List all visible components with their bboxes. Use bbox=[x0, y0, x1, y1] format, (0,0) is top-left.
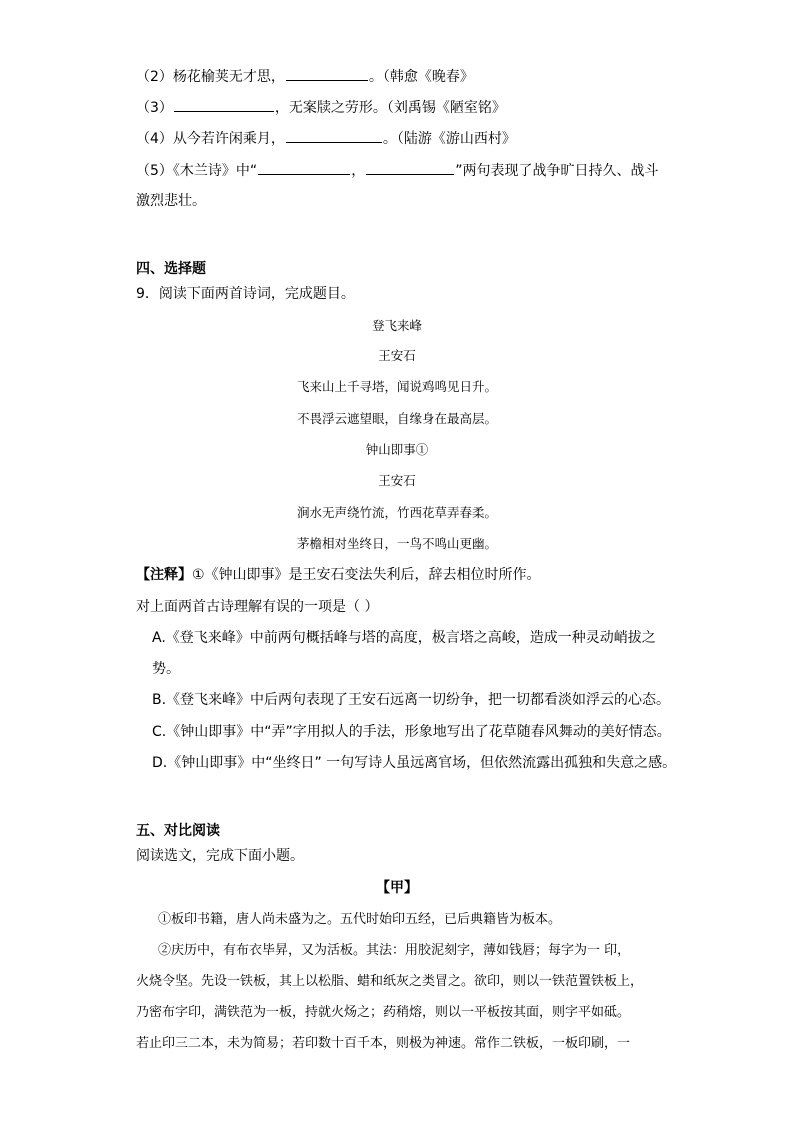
question-text: ”两句表现了战争旷日持久、战斗 bbox=[455, 163, 659, 179]
section-heading: 五、对比阅读 bbox=[136, 823, 220, 839]
question-number: （5） bbox=[136, 163, 173, 179]
option-a[interactable]: A.《登飞来峰》中前两句概括峰与塔的高度，极言塔之高峻，造成一种灵动峭拔之 bbox=[152, 630, 656, 646]
section-intro: 阅读选文，完成下面小题。 bbox=[136, 848, 304, 864]
passage-paragraph: ①板印书籍，唐人尚未盛为之。五代时始印五经，已后典籍皆为板本。 bbox=[158, 912, 562, 927]
poem-title: 登飞来峰 bbox=[371, 318, 422, 333]
passage-paragraph: 火烧令坚。先设一铁板，其上以松脂、蜡和纸灰之类冒之。欲印，则以一铁范置铁板上， bbox=[136, 974, 644, 989]
poem-line: 涧水无声绕竹流，竹西花草弄春柔。 bbox=[296, 505, 497, 520]
answer-blank[interactable] bbox=[174, 97, 274, 112]
option-d[interactable]: D.《钟山即事》中“坐终日” 一句写诗人虽远离官场，但依然流露出孤独和失意之感。 bbox=[152, 755, 677, 771]
question-text: 从今若许闲乘月， bbox=[172, 131, 285, 147]
question-text: 。（陆游《游山西村》 bbox=[382, 131, 516, 147]
passage-paragraph: 乃密布字印，满铁范为一板，持就火炀之；药稍熔，则以一平板按其面，则字平如砥。 bbox=[136, 1005, 631, 1020]
question-text: 。（韩愈《晚春》 bbox=[368, 69, 474, 85]
question-number: （4） bbox=[136, 131, 173, 147]
option-c[interactable]: C.《钟山即事》中“弄”字用拟人的手法，形象地写出了花草随春风舞动的美好情态。 bbox=[152, 724, 671, 740]
passage-paragraph: 若止印三二本，未为简易；若印数十百千本，则极为神速。常作二铁板，一板印刷，一 bbox=[136, 1036, 631, 1051]
answer-blank[interactable] bbox=[286, 66, 368, 81]
question-text: ， bbox=[351, 163, 366, 179]
fill-question-5-cont: 激烈悲壮。 bbox=[136, 193, 206, 209]
fill-question-2 bbox=[136, 66, 474, 87]
question-number: （3） bbox=[136, 100, 173, 116]
option-b[interactable]: B.《登飞来峰》中后两句表现了王安石远离一切纷争，把一切都看淡如浮云的心态。 bbox=[152, 692, 671, 708]
passage-paragraph: ②庆历中，有布衣毕昇，又为活板。其法：用胶泥刻字，薄如钱唇；每字为一 印， bbox=[158, 943, 631, 958]
question-text: 杨花榆荚无才思， bbox=[172, 69, 285, 85]
note-text: ①《钟山即事》是王安石变法失利后，辞去相位时所作。 bbox=[192, 567, 541, 583]
answer-blank[interactable] bbox=[258, 160, 350, 175]
question-9-stem: 9．阅读下面两首诗词，完成题目。 bbox=[136, 286, 355, 302]
question-prompt: 对上面两首古诗理解有误的一项是（ ） bbox=[136, 599, 379, 615]
poem-author: 王安石 bbox=[378, 348, 416, 363]
section-heading: 四、选择题 bbox=[136, 261, 206, 277]
poem-author: 王安石 bbox=[378, 473, 416, 488]
question-text: 《木兰诗》中“ bbox=[172, 163, 258, 179]
question-number: （2） bbox=[136, 69, 173, 85]
fill-question-3 bbox=[136, 97, 506, 118]
passage-label: 【甲】 bbox=[376, 880, 418, 896]
poem-line: 不畏浮云遮望眼，自缘身在最高层。 bbox=[296, 411, 497, 426]
answer-blank[interactable] bbox=[366, 160, 454, 175]
answer-blank[interactable] bbox=[286, 128, 382, 143]
fill-question-4 bbox=[136, 128, 516, 149]
poem-line: 茅檐相对坐终日，一鸟不鸣山更幽。 bbox=[296, 536, 497, 551]
fill-question-5 bbox=[136, 160, 658, 181]
note-label: 【注释】 bbox=[136, 567, 192, 583]
poem-line: 飞来山上千寻塔，闻说鸡鸣见日升。 bbox=[296, 379, 497, 394]
option-a-cont: 势。 bbox=[152, 661, 180, 677]
poem-title: 钟山即事① bbox=[365, 442, 429, 457]
annotation-note bbox=[136, 565, 541, 585]
question-text: ，无案牍之劳形。（刘禹锡《陋室铭》 bbox=[274, 100, 506, 116]
